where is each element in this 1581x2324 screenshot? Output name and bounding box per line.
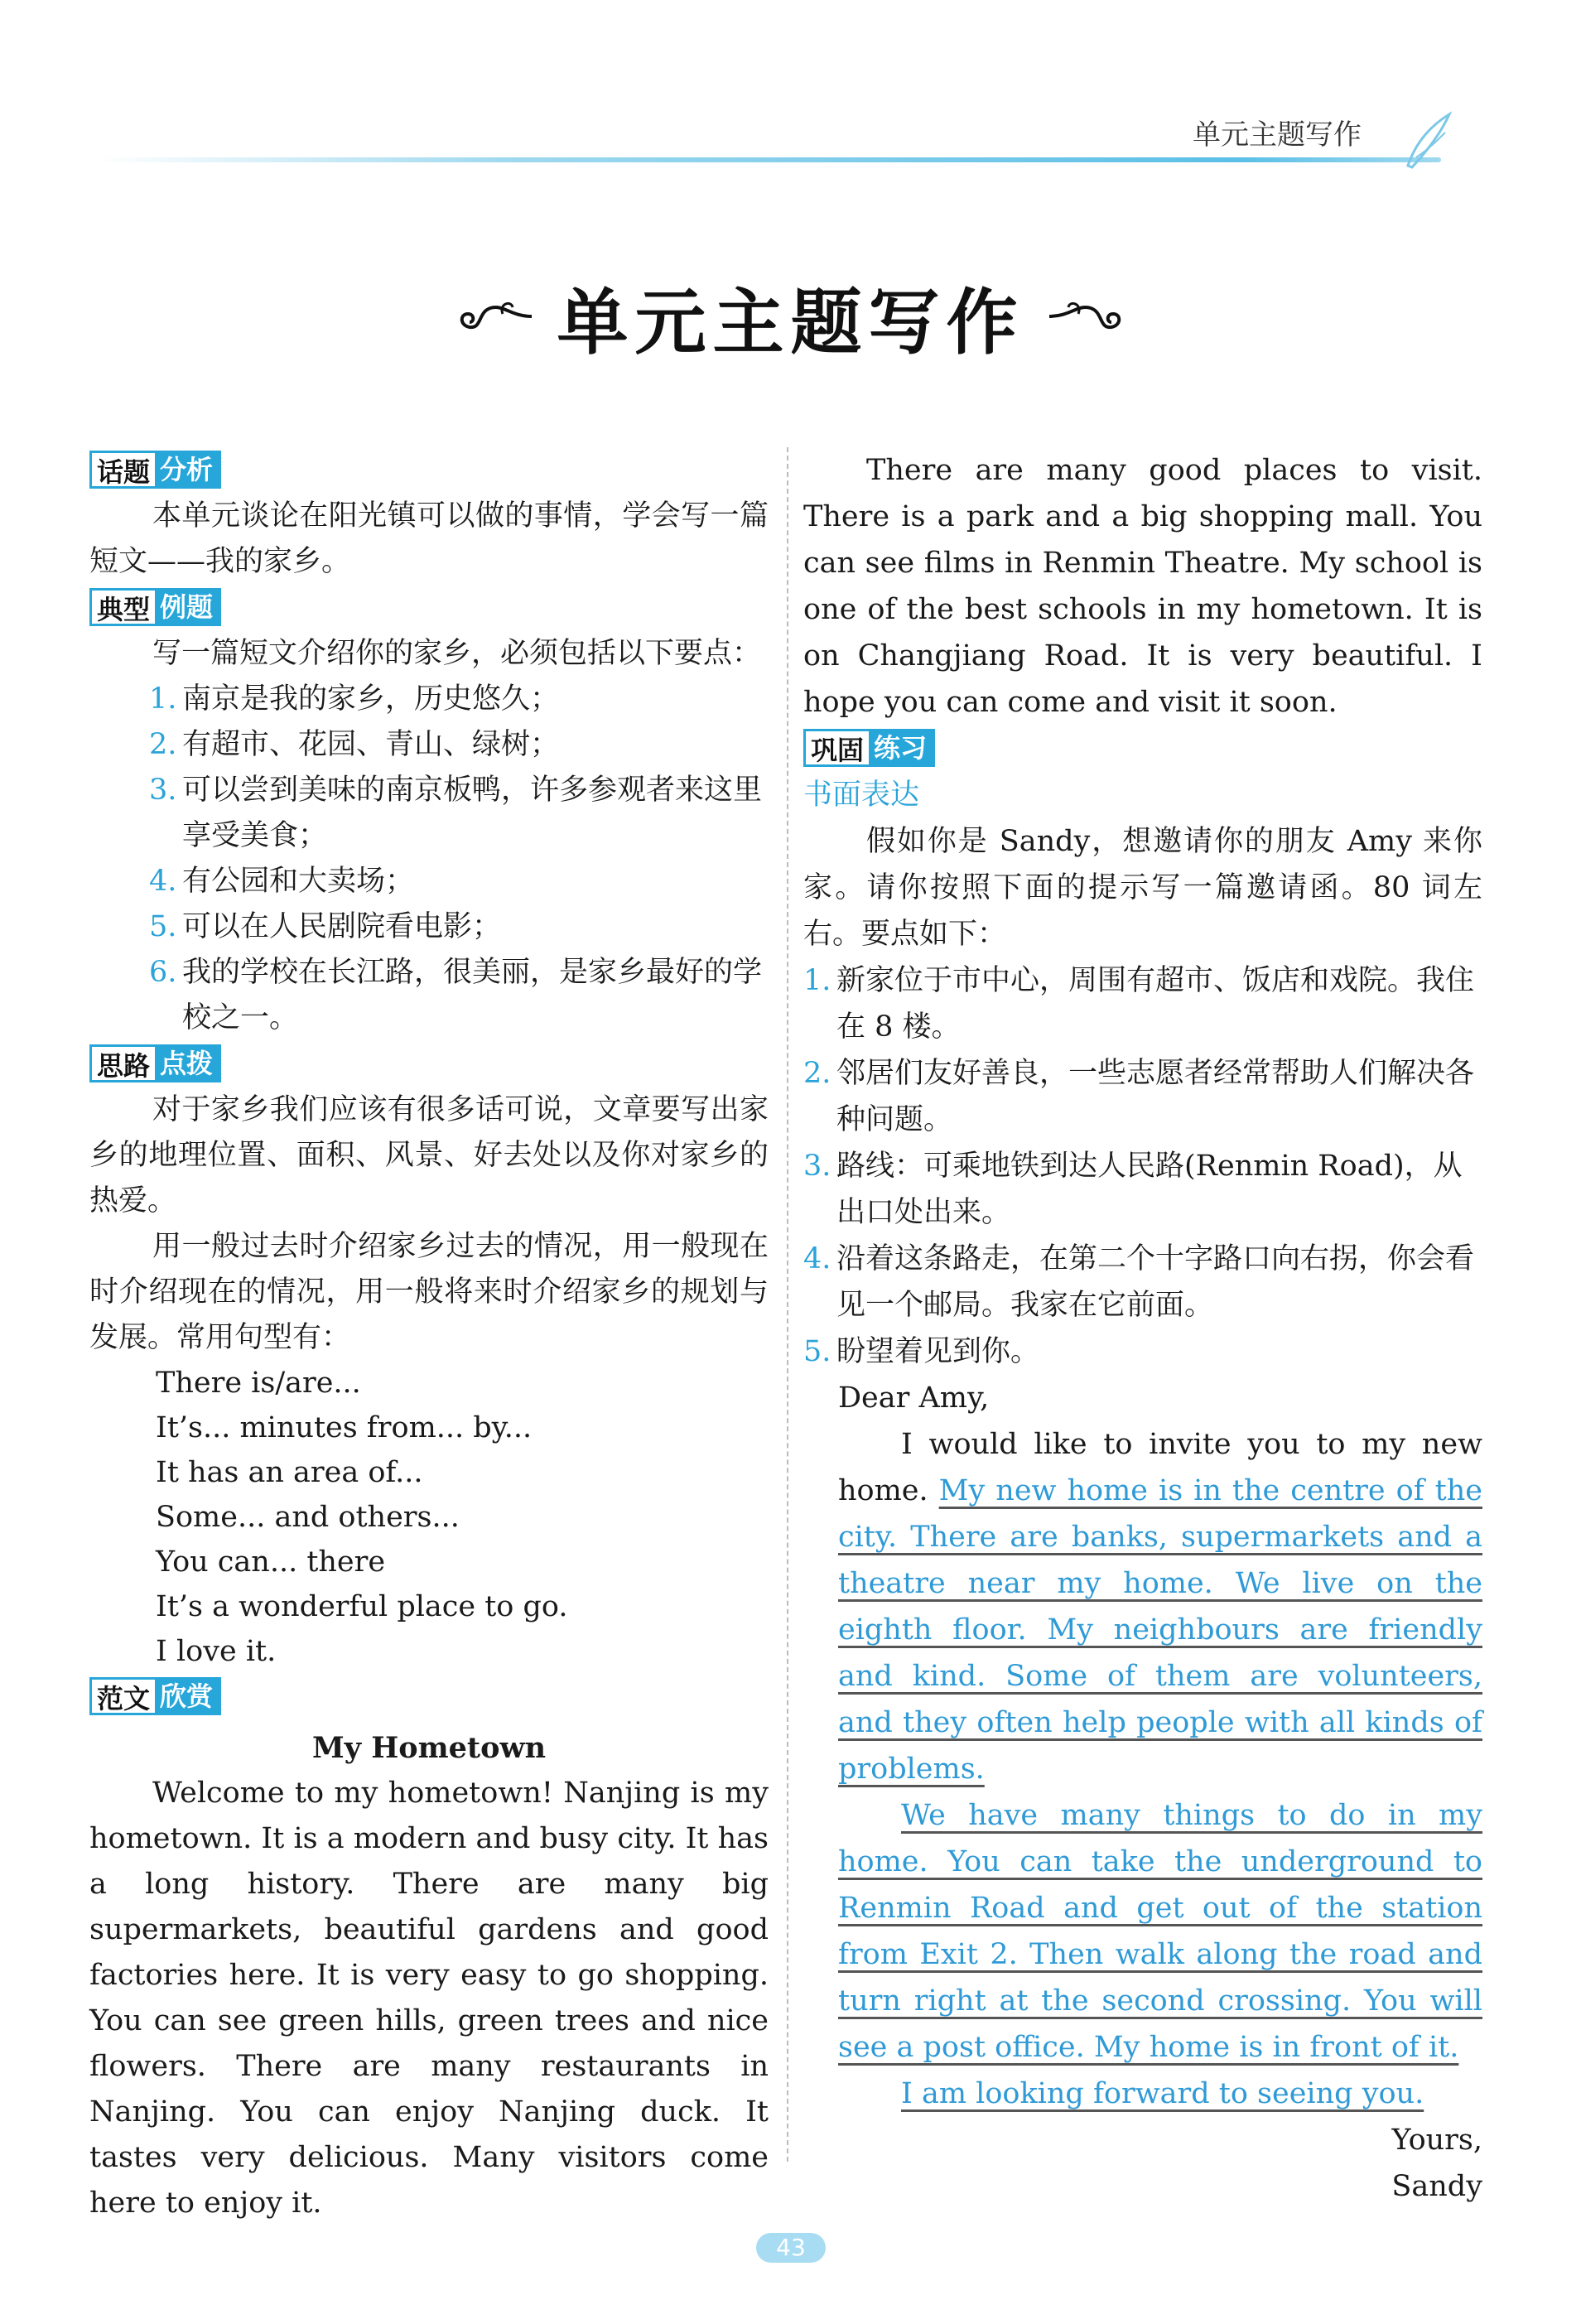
list-item: 5. 可以在人民剧院看电影；: [149, 910, 502, 943]
page-title: 单元主题写作: [557, 282, 1024, 364]
answer-paragraph-2: We have many things to do in my home. You can take the underground to Renmin Road and get out of the station from Exit 2. Then walk along the road and turn right at the second crossing. You will see a post office. My home is in front of it.: [838, 1799, 1482, 2064]
page-title-block: [0, 265, 1581, 368]
header-section-label: 单元主题写作: [1193, 118, 1362, 152]
idea-paragraph-2: 用一般过去时介绍家乡过去的情况，用一般现在时介绍现在的情况，用一般将来时介绍家乡的规划与发展。常用句型有：: [89, 1230, 769, 1354]
left-swirl-ornament-icon: [453, 296, 536, 337]
example-points: [89, 677, 769, 1041]
list-item: I love it.: [156, 1635, 277, 1668]
topic-text: 本单元谈论在阳光镇可以做的事情，学会写一篇短文——我的家乡。: [89, 499, 769, 578]
letter-signature: Sandy: [1391, 2170, 1482, 2203]
right-swirl-ornament-icon: [1045, 296, 1128, 337]
practice-badge: 巩固 练习: [803, 729, 935, 767]
answer-paragraph-3: I am looking forward to seeing you.: [901, 2077, 1424, 2110]
letter-body-2: [803, 1792, 1482, 2071]
essay-paragraph-1: Welcome to my hometown! Nanjing is my hometown. It is a modern and busy city. It has a long history. There are many big supermarkets, beautiful gardens and good factories here. It is very easy to go shopping. You can see green hills, green trees and nice flowers. There are many restaurants in Nanjing. You can enjoy Nanjing duck. It tastes very delicious. Many visitors come here to enjoy it.: [89, 1777, 769, 2220]
sentence-patterns: [89, 1361, 769, 1674]
list-item: There is/are...: [156, 1367, 361, 1400]
idea-paragraph-1: 对于家乡我们应该有很多话可说，文章要写出家乡的地理位置、面积、风景、好去处以及你对家乡的热爱。: [89, 1093, 769, 1217]
list-item: It’s... minutes from... by...: [156, 1411, 533, 1444]
practice-prompt: 假如你是 Sandy，想邀请你的朋友 Amy 来你家。请你按照下面的提示写一篇邀请函。80 词左右。要点如下：: [803, 825, 1482, 951]
list-item: 3. 路线：可乘地铁到达人民路(Renmin Road)，从出口处出来。: [803, 1150, 1463, 1229]
header-rule: [99, 157, 1441, 162]
right-column: [803, 447, 1482, 2210]
list-item: 2. 有超市、花园、青山、绿树；: [149, 728, 560, 761]
page-number: 43: [756, 2233, 826, 2263]
column-divider: [787, 447, 788, 2162]
list-item: You can... there: [156, 1545, 386, 1579]
list-item: 1. 南京是我的家乡，历史悠久；: [149, 682, 560, 716]
list-item: It’s a wonderful place to go.: [156, 1590, 568, 1623]
practice-subtitle: 书面表达: [803, 779, 920, 812]
list-item: 5. 盼望着见到你。: [803, 1335, 1040, 1368]
list-item: 2. 邻居们友好善良，一些志愿者经常帮助人们解决各种问题。: [803, 1057, 1475, 1136]
list-item: 4. 有公园和大卖场；: [149, 865, 415, 898]
practice-points: [803, 957, 1482, 1375]
topic-badge: 话题 分析: [89, 451, 221, 489]
list-item: 1. 新家位于市中心，周围有超市、饭店和戏院。我住在 8 楼。: [803, 964, 1475, 1044]
list-item: 6. 我的学校在长江路，很美丽，是家乡最好的学校之一。: [149, 956, 763, 1034]
letter-greeting: Dear Amy,: [838, 1381, 990, 1415]
idea-badge: 思路 点拨: [89, 1044, 221, 1082]
list-item: Some... and others...: [156, 1501, 460, 1534]
answer-paragraph-1: My new home is in the centre of the city. There are banks, supermarkets and a theatre near my home. We live on the eighth floor. My neighbours are friendly and kind. Some of them are volunteers, and they often help people with all kinds of problems.: [838, 1474, 1482, 1786]
letter-body-3: [803, 2071, 1482, 2117]
letter-closing: Yours,: [1391, 2124, 1482, 2157]
list-item: 3. 可以尝到美味的南京板鸭，许多参观者来这里享受美食；: [149, 774, 763, 852]
model-badge: 范文 欣赏: [89, 1677, 221, 1715]
essay-paragraph-2: There are many good places to visit. There is a park and a big shopping mall. You can see films in Renmin Theatre. My school is one of the best schools in my hometown. It is on Changjiang Road. It is very beautiful. I hope you can come and visit it soon.: [803, 454, 1482, 719]
example-intro: 写一篇短文介绍你的家乡，必须包括以下要点：: [152, 637, 762, 670]
left-column: [89, 447, 769, 2226]
essay-title: My Hometown: [311, 1731, 547, 1765]
letter-body: [803, 1421, 1482, 1792]
list-item: 4. 沿着这条路走，在第二个十字路口向右拐，你会看见一个邮局。我家在它前面。: [803, 1242, 1475, 1322]
letter-lead: I would like to invite you to my new home.: [838, 1428, 1482, 1507]
example-badge: 典型 例题: [89, 588, 221, 626]
feather-ornament-icon: [1400, 108, 1458, 174]
list-item: It has an area of...: [156, 1456, 423, 1489]
